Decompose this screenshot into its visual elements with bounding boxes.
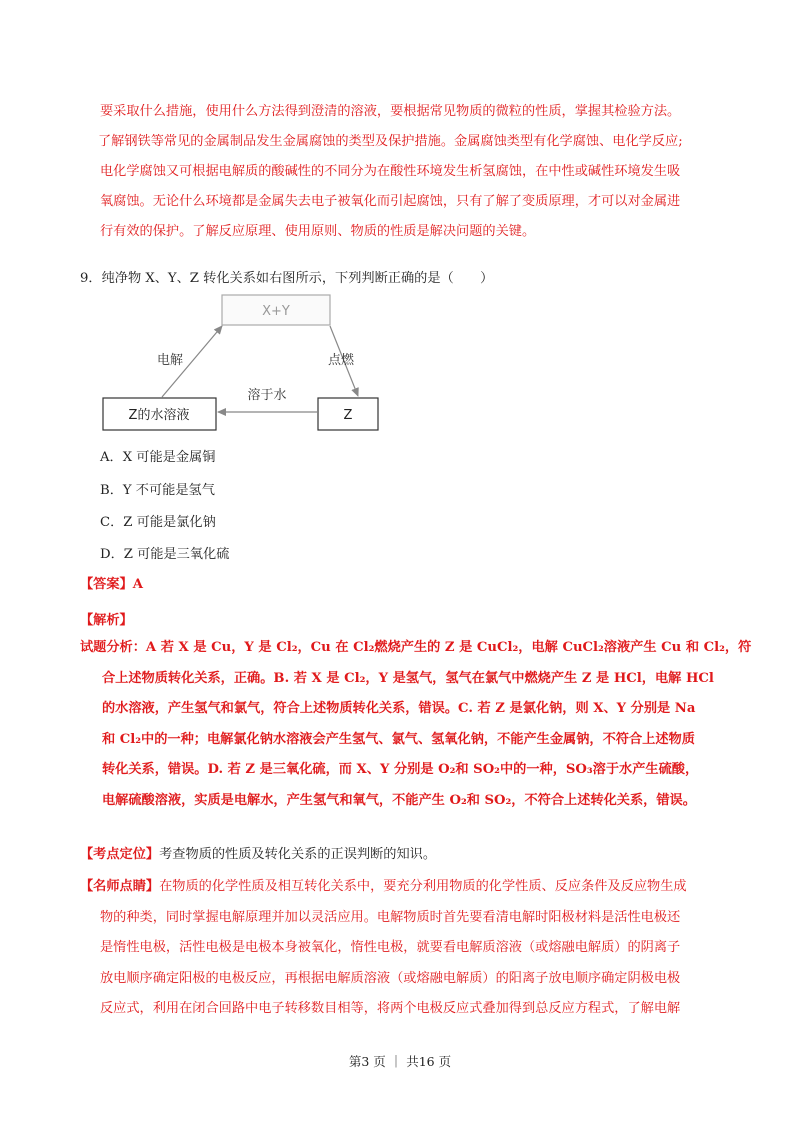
question-stem: 9．纯净物 X、Y、Z 转化关系如右图所示，下列判断正确的是（ ）	[80, 271, 494, 286]
answer-line	[80, 573, 143, 592]
bottom-arrow-label: 溶于水	[247, 388, 287, 403]
teacher-line: 反应式，利用在闭合回路中电子转移数目相等，将两个电极反应式叠加得到总反应方程式，了解电解	[100, 1001, 681, 1016]
analysis-line: 试题分析：A 若 X 是 Cu，Y 是 Cl₂，Cu 在 Cl₂燃烧产生的 Z 是 CuCl₂，电解 CuCl₂溶液产生 Cu 和 Cl₂，符	[80, 640, 752, 655]
analysis-tag-line	[80, 609, 133, 628]
intro-line: 行有效的保护。了解反应原理、使用原则、物质的性质是解决问题的关键。	[100, 224, 536, 239]
kaodian-text: 考查物质的性质及转化关系的正误判断的知识。	[159, 847, 437, 862]
teacher-line-first	[80, 872, 740, 903]
intro-line: 电化学腐蚀又可根据电解质的酸碱性的不同分为在酸性环境发生析氢腐蚀，在中性或碱性环境发生吸	[100, 164, 681, 179]
option-d: D．Z 可能是三氧化硫	[100, 547, 230, 562]
option-c: C．Z 可能是氯化钠	[100, 515, 216, 530]
page-footer: 第3 页 ｜ 共16 页	[348, 1054, 452, 1069]
diagram-svg	[100, 292, 400, 437]
left-arrow-label: 电解	[157, 353, 184, 368]
answer-tag: 【答案】	[80, 577, 133, 592]
analysis-line: 转化关系，错误。D. 若 Z 是三氧化硫，而 X、Y 分别是 O₂和 SO₂中的一种，SO₃溶于水产生硫酸，	[102, 762, 699, 777]
right-box-label: Z	[343, 408, 353, 423]
analysis-body	[80, 633, 752, 816]
analysis-line: 和 Cl₂中的一种；电解氯化钠水溶液会产生氢气、氯气、氢氧化钠，不能产生金属钠，不符合上述物质	[102, 731, 695, 747]
teacher-line: 在物质的化学性质及相互转化关系中，要充分利用物质的化学性质、反应条件及反应物生成	[159, 879, 687, 894]
top-box-label: X+Y	[262, 304, 290, 319]
left-box-label: Z的水溶液	[128, 408, 190, 423]
teacher-line: 物的种类，同时掌握电解原理并加以灵活应用。电解物质时首先要看清电解时阳极材料是活性电极还	[100, 909, 681, 925]
analysis-line: 的水溶液，产生氢气和氯气，符合上述物质转化关系，错误。C. 若 Z 是氯化钠，则 X、Y 分别是 Na	[102, 701, 696, 716]
teacher-line: 放电顺序确定阳极的电极反应，再根据电解质溶液（或熔融电解质）的阳离子放电顺序确定阴极电极	[100, 970, 681, 986]
mingshi-tag: 【名师点睛】	[80, 879, 160, 894]
kaodian-tag: 【考点定位】	[80, 847, 160, 862]
intro-paragraph	[100, 97, 740, 247]
right-arrow-label: 点燃	[328, 353, 355, 368]
option-b: B．Y 不可能是氢气	[100, 483, 215, 498]
teacher-line: 是惰性电极，活性电极是电极本身被氧化，惰性电极，就要看电解质溶液（或熔融电解质）的阴离子	[100, 940, 681, 955]
intro-line: 要采取什么措施，使用什么方法得到澄清的溶液，要根据常见物质的微粒的性质，掌握其检验方法。	[100, 104, 681, 119]
intro-line: 了解钢铁等常见的金属制品发生金属腐蚀的类型及保护措施。金属腐蚀类型有化学腐蚀、电化学反应;	[98, 134, 683, 149]
intro-line: 氧腐蚀。无论什么环境都是金属失去电子被氧化而引起腐蚀，只有了解了变质原理，才可以对金属进	[100, 194, 681, 209]
answer-value: A	[132, 577, 143, 592]
conversion-diagram	[100, 292, 400, 441]
analysis-line: 合上述物质转化关系，正确。B. 若 X 是 Cl₂，Y 是氢气，氢气在氯气中燃烧产生 Z 是 HCl，电解 HCl	[102, 670, 714, 686]
analysis-line: 电解硫酸溶液，实质是电解水，产生氢气和氧气，不能产生 O₂和 SO₂，不符合上述转化关系，错误。	[102, 792, 696, 808]
analysis-tag: 【解析】	[80, 613, 133, 628]
teacher-notes	[80, 872, 740, 1025]
option-a: A．X 可能是金属铜	[100, 450, 216, 465]
kaodian-line	[80, 843, 436, 862]
